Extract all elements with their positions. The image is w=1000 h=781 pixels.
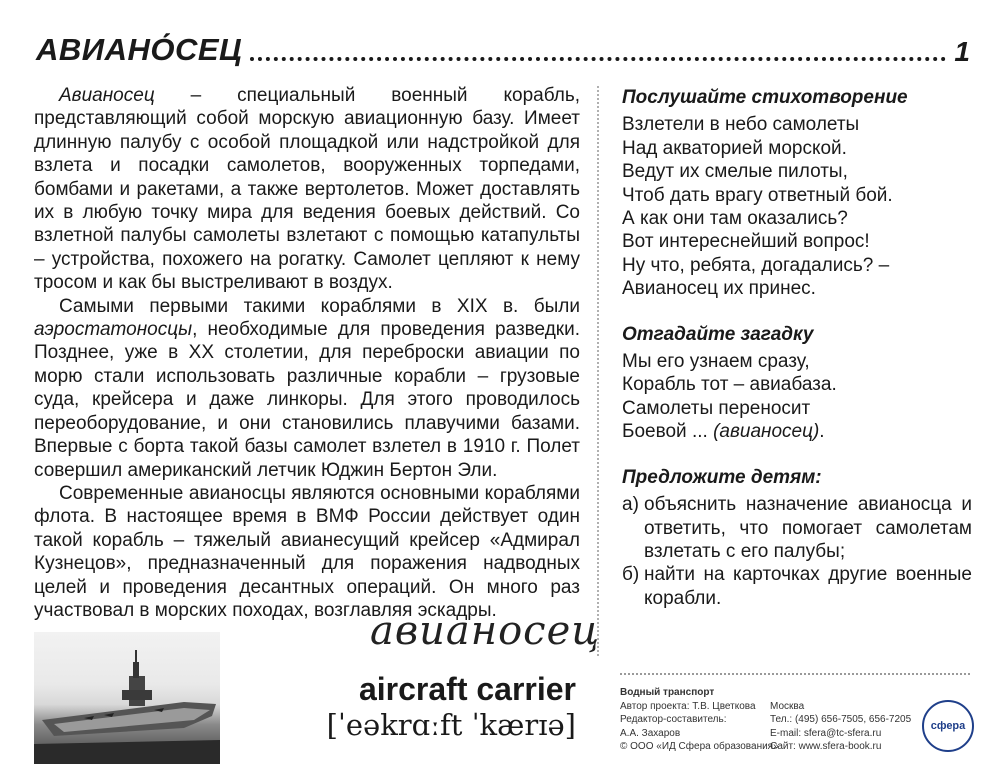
- author-line: Автор проекта: Т.В. Цветкова: [620, 700, 756, 712]
- aircraft-carrier-photo: [34, 632, 220, 764]
- tasks-heading: Предложите детям:: [622, 466, 822, 488]
- card-number: 1: [954, 36, 970, 67]
- poem-line: Чтоб дать врагу ответный бой.: [622, 184, 893, 206]
- article-paragraph-1: [34, 84, 580, 295]
- sfera-logo: сфера: [922, 700, 974, 752]
- article-p1-body: – специальный военный корабль, представляющий собой морскую авиационную базу. Имеет длинную палубу с особой площадкой или надстройкой для взлета и посадки самолетов, вооруженных торпедами, бомбами и ракетами, а также вертолетов. Может доставлять их в любую точку мира для ведения боевых действий. Со взлетной палубы самолеты взлетают с помощью катапульты – устройства, похожего на рогатку. Самолет цепляют к нему тросом и как бы выстреливают в воздух.: [34, 85, 580, 294]
- poem-line: Ведут их смелые пилоты,: [622, 161, 848, 183]
- poem-line: Вот интереснейший вопрос!: [622, 231, 870, 253]
- riddle-heading: Отгадайте загадку: [622, 323, 814, 345]
- article-text: [34, 84, 580, 622]
- transcription: [ˈeəkrɑːft ˈkærɪə]: [326, 708, 576, 742]
- term-aircraft-carrier: Авианосец: [59, 85, 155, 106]
- term-balloon-carriers: аэростатоносцы: [34, 319, 193, 341]
- city-line: Москва: [770, 700, 805, 712]
- right-column: [622, 86, 972, 632]
- poem-line: А как они там оказались?: [622, 208, 848, 230]
- riddle-line: Корабль тот – авиабаза.: [622, 374, 837, 396]
- poem-heading: Послушайте стихотворение: [622, 87, 908, 108]
- title-leader-dots: [250, 57, 946, 61]
- task-letter: б): [622, 564, 640, 586]
- card-title: АВИАНО́СЕЦ: [36, 32, 243, 67]
- phone-line: Тел.: (495) 656-7505, 656-7205: [770, 714, 912, 725]
- riddle-line: Самолеты переносит: [622, 397, 811, 419]
- column-divider: [597, 86, 599, 656]
- poem-line: Взлетели в небо самолеты: [622, 114, 860, 136]
- article-paragraph-3: Современные авианосцы являются основными кораблями флота. В настоящее время в ВМФ России действует один такой корабль – тяжелый авианесущий крейсер «Адмирал Кузнецов», предназначенный для поражения надводных целей и проведения десантных операций. Он много раз участвовал в морских походах, возглавляя эскадры.: [34, 482, 580, 621]
- ship-illustration: [34, 632, 220, 764]
- english-word: aircraft carrier: [358, 671, 576, 707]
- task-letter: а): [622, 494, 639, 516]
- category-label: Водный транспорт: [620, 687, 715, 698]
- poem-line: Ну что, ребята, догадались? –: [622, 254, 890, 276]
- editor-name: А.А. Захаров: [620, 727, 681, 739]
- tasks-section: [622, 466, 972, 610]
- riddle-answer: (авианосец): [713, 421, 820, 443]
- poem-line: Над акваторией морской.: [622, 137, 847, 159]
- poem-line: Авианосец их принес.: [622, 278, 816, 300]
- editor-label: Редактор-составитель:: [620, 714, 727, 725]
- website-line: Сайт: www.sfera-book.ru: [770, 741, 882, 752]
- poem-section: [622, 86, 972, 301]
- task-item: [622, 563, 972, 610]
- riddle-section: [622, 323, 972, 444]
- task-text: найти на карточках другие военные корабли.: [644, 564, 972, 609]
- riddle-period: .: [819, 421, 825, 443]
- riddle-line: [622, 420, 972, 443]
- card-header: [36, 28, 970, 68]
- copyright-line: © ООО «ИД Сфера образования»: [620, 741, 779, 752]
- footer-row: [620, 740, 980, 754]
- footer-divider: [620, 673, 970, 675]
- article-p2-body: , необходимые для проведения разведки. Позднее, уже в XX столетии, для переброски авиации по морю стали использовать различные корабли – грузовые суда, крейсера и даже линкоры. Для этого проводилось переоборудование, и они становились плавучими базами. Впервые с борта такой базы самолет взлетел в 1910 г. Полет совершил американский летчик Юджин Бертон Эли.: [34, 319, 580, 481]
- riddle-last-line: Боевой ...: [622, 421, 714, 443]
- article-paragraph-2: [34, 295, 580, 482]
- task-item: [622, 493, 972, 563]
- article-p2-start: Самыми первыми такими кораблями в XIX в. были: [59, 295, 580, 317]
- email-line: E-mail: sfera@tc-sfera.ru: [770, 727, 882, 739]
- cursive-word: авианосец: [370, 608, 601, 654]
- task-text: объяснить назначение авианосца и ответить, что помогает самолетам взлетать с его палубы;: [644, 494, 972, 562]
- riddle-line: Мы его узнаем сразу,: [622, 351, 810, 373]
